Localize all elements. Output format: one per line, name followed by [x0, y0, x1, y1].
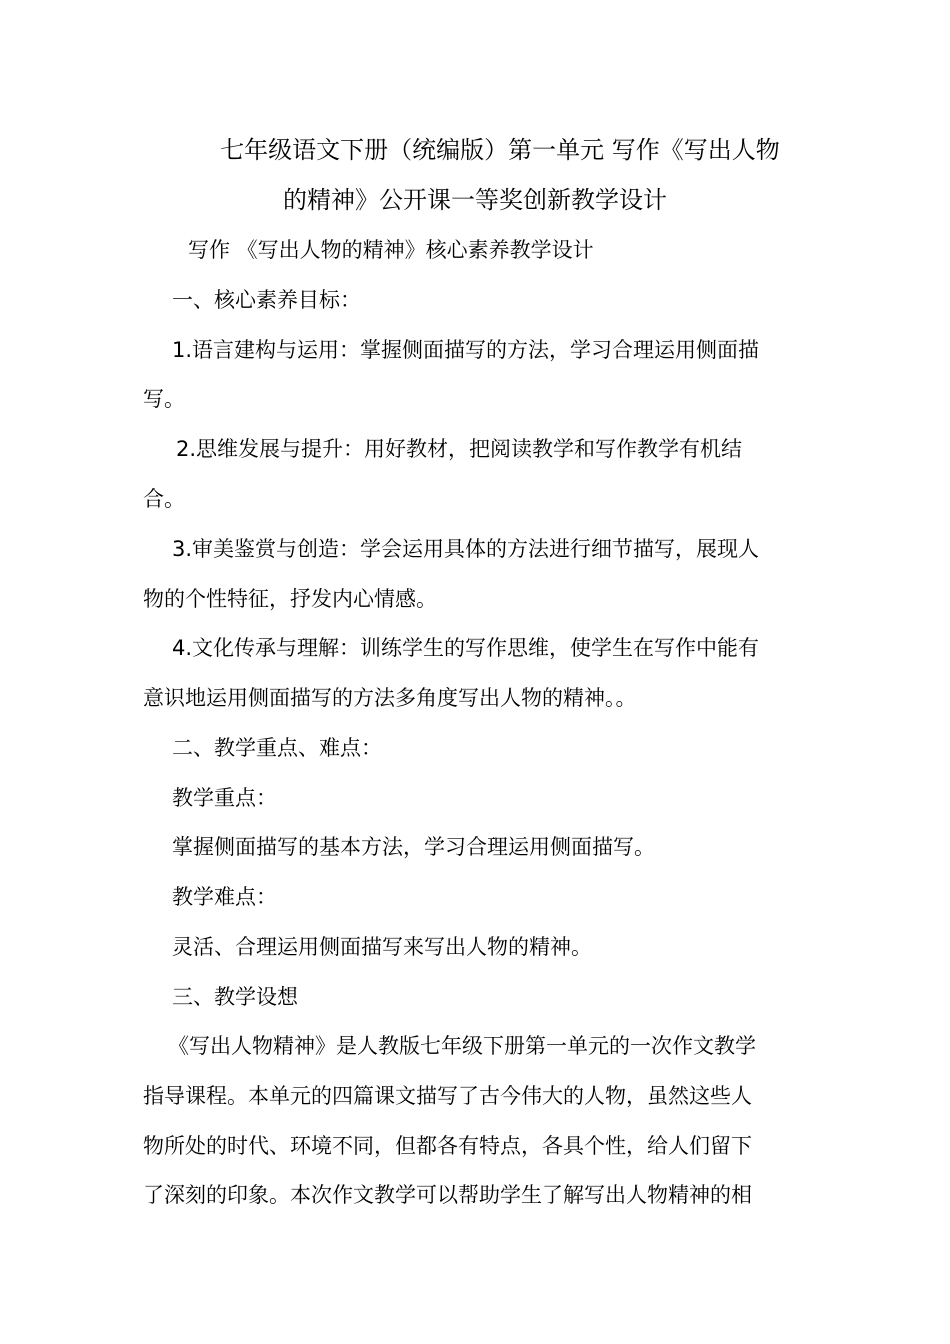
- goal-3-line-1: 3.审美鉴赏与创造：学会运用具体的方法进行细节描写，展现人: [172, 537, 760, 561]
- paragraph-line-2: 指导课程。本单元的四篇课文描写了古今伟大的人物，虽然这些人: [143, 1084, 752, 1108]
- key-point-text: 掌握侧面描写的基本方法，学习合理运用侧面描写。: [172, 835, 655, 859]
- section-heading-goals: 一、核心素养目标：: [172, 288, 361, 312]
- section-heading-key-points: 二、教学重点、难点：: [172, 736, 382, 760]
- goal-4-line-2: 意识地运用侧面描写的方法多角度写出人物的精神。。: [143, 686, 637, 710]
- goal-4-line-1: 4.文化传承与理解：训练学生的写作思维，使学生在写作中能有: [172, 636, 760, 660]
- goal-1-line-2: 写。: [143, 387, 185, 411]
- document-title-line-2: 的精神》公开课一等奖创新教学设计: [283, 186, 667, 214]
- paragraph-line-3: 物所处的时代、环境不同，但都各有特点，各具个性，给人们留下: [143, 1134, 752, 1158]
- goal-3-line-2: 物的个性特征，抒发内心情感。: [143, 587, 437, 611]
- goal-1-line-1: 1.语言建构与运用：掌握侧面描写的方法，学习合理运用侧面描: [172, 338, 760, 362]
- section-heading-teaching-idea: 三、教学设想: [172, 985, 298, 1009]
- paragraph-line-1: 《写出人物精神》是人教版七年级下册第一单元的一次作文教学: [168, 1034, 756, 1058]
- document-subtitle: 写作 《写出人物的精神》核心素养教学设计: [188, 238, 594, 262]
- goal-2-line-2: 合。: [143, 487, 185, 511]
- paragraph-line-4: 了深刻的印象。本次作文教学可以帮助学生了解写出人物精神的相: [143, 1183, 752, 1207]
- difficulty-text: 灵活、合理运用侧面描写来写出人物的精神。: [172, 935, 592, 959]
- goal-2-line-1: 2.思维发展与提升：用好教材，把阅读教学和写作教学有机结: [176, 437, 743, 461]
- key-point-label: 教学重点：: [172, 786, 277, 810]
- document-title-line-1: 七年级语文下册（统编版）第一单元 写作《写出人物: [220, 136, 780, 164]
- difficulty-label: 教学难点：: [172, 885, 277, 909]
